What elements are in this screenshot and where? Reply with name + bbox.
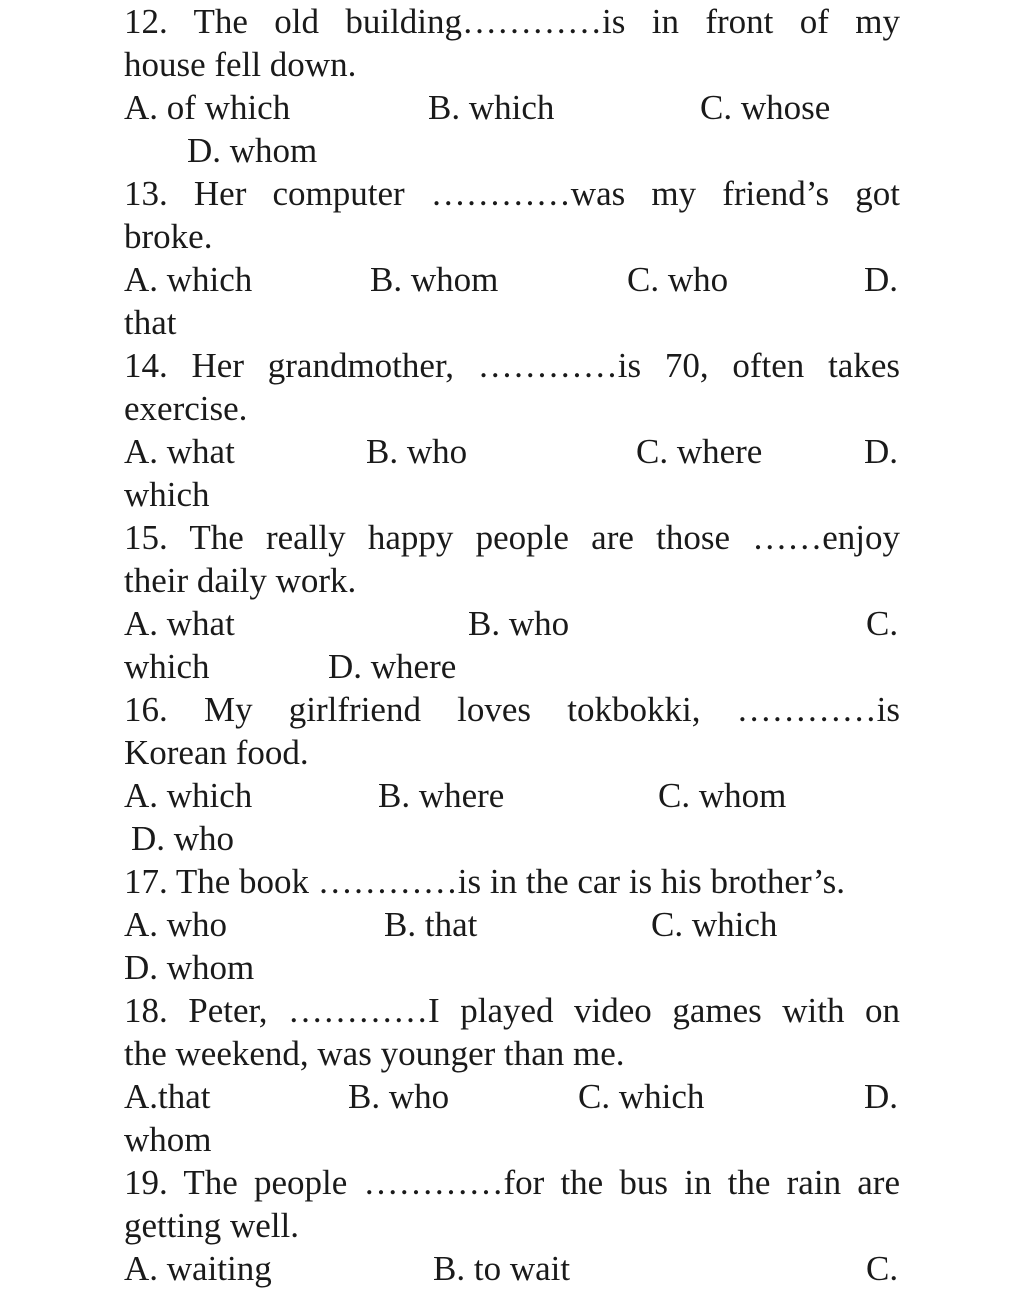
q14-option-c: C. where: [636, 432, 763, 471]
q12-option-b: B. which: [428, 88, 555, 127]
q14-option-b: B. who: [366, 432, 468, 471]
q13-option-d-text: that: [124, 303, 177, 342]
question-13-stem: 13. Her computer …………was my friend’s got: [124, 174, 900, 213]
q13-option-b: B. whom: [370, 260, 499, 299]
question-17-stem: 17. The book …………is in the car is his brother’s.: [124, 862, 845, 901]
q16-option-a: A. which: [124, 776, 253, 815]
q18-option-d: D.: [864, 1077, 899, 1116]
q13-option-a: A. which: [124, 260, 253, 299]
question-19-stem: 19. The people …………for the bus in the rain are: [124, 1163, 900, 1202]
q19-option-b: B. to wait: [433, 1249, 571, 1288]
q17-option-b: B. that: [384, 905, 478, 944]
question-14-stem: 14. Her grandmother, …………is 70, often takes: [124, 346, 900, 385]
question-15-stem-cont: their daily work.: [124, 561, 357, 600]
q15-option-b: B. who: [468, 604, 570, 643]
question-18-stem: 18. Peter, …………I played video games with on: [124, 991, 900, 1030]
q12-option-d: D. whom: [187, 131, 318, 170]
question-18-stem-cont: the weekend, was younger than me.: [124, 1034, 625, 1073]
question-12-stem-cont: house fell down.: [124, 45, 357, 84]
q17-option-c: C. which: [651, 905, 778, 944]
q16-option-c: C. whom: [658, 776, 787, 815]
q14-option-d-text: which: [124, 475, 210, 514]
q16-option-d: D. who: [131, 819, 235, 858]
q14-option-a: A. what: [124, 432, 235, 471]
question-19-stem-cont: getting well.: [124, 1206, 299, 1245]
q18-option-d-text: whom: [124, 1120, 212, 1159]
q18-option-c: C. which: [578, 1077, 705, 1116]
q15-option-a: A. what: [124, 604, 235, 643]
q15-option-c: C.: [866, 604, 899, 643]
q19-option-c: C.: [866, 1249, 899, 1288]
q14-option-d: D.: [864, 432, 899, 471]
q16-option-b: B. where: [378, 776, 505, 815]
q15-option-c-text: which: [124, 647, 210, 686]
q17-option-a: A. who: [124, 905, 228, 944]
q17-option-d: D. whom: [124, 948, 255, 987]
question-13-stem-cont: broke.: [124, 217, 213, 256]
q13-option-c: C. who: [627, 260, 729, 299]
question-16-stem-cont: Korean food.: [124, 733, 309, 772]
q18-option-a: A.that: [124, 1077, 211, 1116]
question-16-stem: 16. My girlfriend loves tokbokki, …………is: [124, 690, 900, 729]
question-15-stem: 15. The really happy people are those ……enjoy: [124, 518, 900, 557]
q15-option-d: D. where: [328, 647, 457, 686]
q13-option-d: D.: [864, 260, 899, 299]
question-12-stem: 12. The old building…………is in front of my: [124, 2, 900, 41]
q19-option-a: A. waiting: [124, 1249, 272, 1288]
q18-option-b: B. who: [348, 1077, 450, 1116]
q12-option-c: C. whose: [700, 88, 831, 127]
q12-option-a: A. of which: [124, 88, 291, 127]
question-14-stem-cont: exercise.: [124, 389, 248, 428]
